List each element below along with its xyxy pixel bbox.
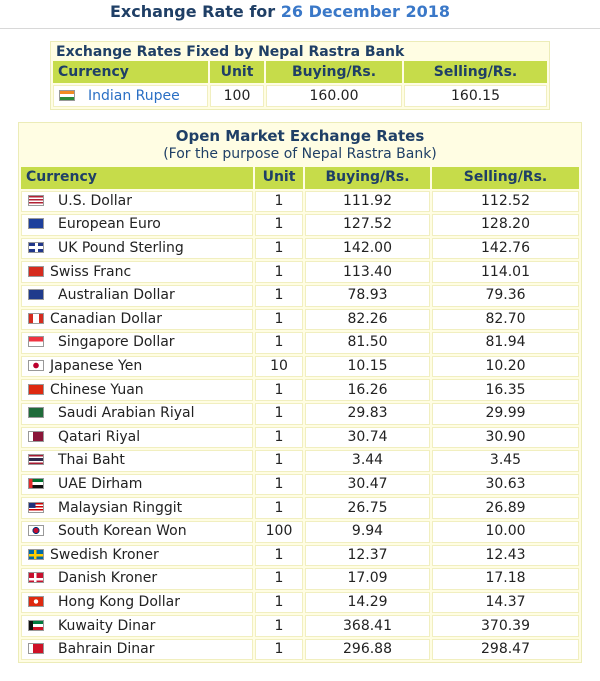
currency-name: Chinese Yuan bbox=[50, 381, 144, 398]
selling-cell: 17.18 bbox=[432, 568, 579, 590]
table-row bbox=[53, 85, 547, 107]
selling-cell: 16.35 bbox=[432, 379, 579, 401]
column-header-selling: Selling/Rs. bbox=[404, 61, 547, 83]
currency-name: Swiss Franc bbox=[50, 263, 132, 280]
buying-cell: 30.47 bbox=[305, 474, 430, 496]
currency-name: Malaysian Ringgit bbox=[58, 499, 183, 516]
currency-cell bbox=[21, 332, 253, 354]
table-row bbox=[21, 214, 579, 236]
table-row bbox=[21, 379, 579, 401]
thailand-flag-icon bbox=[28, 454, 44, 465]
table-row bbox=[21, 497, 579, 519]
india-flag-icon bbox=[59, 90, 75, 101]
currency-name: Canadian Dollar bbox=[50, 310, 162, 327]
nrb-header-row bbox=[53, 61, 547, 83]
currency-name: Danish Kroner bbox=[58, 570, 158, 587]
bahrain-flag-icon bbox=[28, 643, 44, 654]
canada-flag-icon bbox=[28, 313, 44, 324]
table-row bbox=[21, 356, 579, 378]
buying-cell: 82.26 bbox=[305, 309, 430, 331]
buying-cell: 142.00 bbox=[305, 238, 430, 260]
buying-cell: 111.92 bbox=[305, 191, 430, 213]
table-row bbox=[21, 309, 579, 331]
selling-cell: 29.99 bbox=[432, 403, 579, 425]
table-row bbox=[21, 545, 579, 567]
currency-cell bbox=[21, 403, 253, 425]
nrb-caption: Exchange Rates Fixed by Nepal Rastra Bank bbox=[56, 44, 405, 60]
currency-name: Kuwaity Dinar bbox=[58, 617, 156, 634]
japan-flag-icon bbox=[28, 360, 44, 371]
selling-cell: 12.43 bbox=[432, 545, 579, 567]
currency-cell bbox=[21, 261, 253, 283]
selling-cell: 26.89 bbox=[432, 497, 579, 519]
open-market-subcaption: (For the purpose of Nepal Rastra Bank) bbox=[163, 146, 437, 162]
buying-cell: 113.40 bbox=[305, 261, 430, 283]
currency-name: Bahrain Dinar bbox=[58, 641, 155, 658]
selling-cell: 10.00 bbox=[432, 521, 579, 543]
currency-link[interactable]: Indian Rupee bbox=[88, 87, 180, 104]
unit-cell: 1 bbox=[255, 615, 303, 637]
buying-cell: 78.93 bbox=[305, 285, 430, 307]
table-row bbox=[21, 285, 579, 307]
unit-cell: 1 bbox=[255, 309, 303, 331]
nrb-rates-panel bbox=[50, 41, 550, 110]
currency-name: European Euro bbox=[58, 216, 161, 233]
kuwait-flag-icon bbox=[28, 620, 44, 631]
selling-cell: 82.70 bbox=[432, 309, 579, 331]
unit-cell: 1 bbox=[255, 261, 303, 283]
korea-flag-icon bbox=[28, 525, 44, 536]
currency-cell bbox=[21, 639, 253, 661]
selling-cell: 10.20 bbox=[432, 356, 579, 378]
buying-cell: 81.50 bbox=[305, 332, 430, 354]
unit-cell: 1 bbox=[255, 191, 303, 213]
australia-flag-icon bbox=[28, 289, 44, 300]
unit-cell: 1 bbox=[255, 592, 303, 614]
selling-cell: 81.94 bbox=[432, 332, 579, 354]
currency-name: Singapore Dollar bbox=[58, 334, 175, 351]
selling-cell: 298.47 bbox=[432, 639, 579, 661]
table-row bbox=[21, 592, 579, 614]
buying-cell: 296.88 bbox=[305, 639, 430, 661]
currency-cell bbox=[21, 191, 253, 213]
table-row bbox=[21, 568, 579, 590]
sweden-flag-icon bbox=[28, 549, 44, 560]
page-title bbox=[0, 0, 560, 24]
table-row bbox=[21, 474, 579, 496]
buying-cell: 9.94 bbox=[305, 521, 430, 543]
uae-flag-icon bbox=[28, 478, 44, 489]
selling-cell: 160.15 bbox=[404, 85, 547, 107]
currency-name: Australian Dollar bbox=[58, 287, 175, 304]
currency-cell bbox=[21, 592, 253, 614]
unit-cell: 1 bbox=[255, 238, 303, 260]
eu-flag-icon bbox=[28, 218, 44, 229]
unit-cell: 1 bbox=[255, 568, 303, 590]
currency-cell bbox=[21, 309, 253, 331]
column-header-currency: Currency bbox=[53, 61, 208, 83]
currency-cell bbox=[21, 214, 253, 236]
currency-cell bbox=[21, 615, 253, 637]
column-header-buying: Buying/Rs. bbox=[305, 167, 430, 189]
china-flag-icon bbox=[28, 384, 44, 395]
hongkong-flag-icon bbox=[28, 596, 44, 607]
buying-cell: 26.75 bbox=[305, 497, 430, 519]
unit-cell: 1 bbox=[255, 403, 303, 425]
buying-cell: 127.52 bbox=[305, 214, 430, 236]
unit-cell: 1 bbox=[255, 285, 303, 307]
currency-cell bbox=[21, 545, 253, 567]
selling-cell: 30.63 bbox=[432, 474, 579, 496]
buying-cell: 29.83 bbox=[305, 403, 430, 425]
title-prefix: Exchange Rate for bbox=[109, 2, 281, 21]
nrb-rates-table bbox=[51, 59, 549, 109]
currency-name: Hong Kong Dollar bbox=[58, 593, 181, 610]
column-header-unit: Unit bbox=[255, 167, 303, 189]
currency-name: UAE Dirham bbox=[58, 476, 143, 493]
table-row bbox=[21, 615, 579, 637]
selling-cell: 14.37 bbox=[432, 592, 579, 614]
unit-cell: 1 bbox=[255, 427, 303, 449]
currency-cell bbox=[53, 85, 208, 107]
malaysia-flag-icon bbox=[28, 502, 44, 513]
table-row bbox=[21, 403, 579, 425]
swiss-flag-icon bbox=[28, 266, 44, 277]
singapore-flag-icon bbox=[28, 336, 44, 347]
selling-cell: 79.36 bbox=[432, 285, 579, 307]
currency-name: Swedish Kroner bbox=[50, 546, 159, 563]
selling-cell: 114.01 bbox=[432, 261, 579, 283]
currency-cell bbox=[21, 379, 253, 401]
column-header-selling: Selling/Rs. bbox=[432, 167, 579, 189]
currency-cell bbox=[21, 238, 253, 260]
currency-name: U.S. Dollar bbox=[58, 192, 132, 209]
unit-cell: 100 bbox=[255, 521, 303, 543]
buying-cell: 17.09 bbox=[305, 568, 430, 590]
uk-flag-icon bbox=[28, 242, 44, 253]
table-row bbox=[21, 427, 579, 449]
unit-cell: 1 bbox=[255, 450, 303, 472]
unit-cell: 1 bbox=[255, 214, 303, 236]
buying-cell: 368.41 bbox=[305, 615, 430, 637]
table-row bbox=[21, 191, 579, 213]
selling-cell: 370.39 bbox=[432, 615, 579, 637]
table-row bbox=[21, 639, 579, 661]
currency-cell bbox=[21, 285, 253, 307]
selling-cell: 3.45 bbox=[432, 450, 579, 472]
unit-cell: 10 bbox=[255, 356, 303, 378]
us-flag-icon bbox=[28, 195, 44, 206]
currency-name: Japanese Yen bbox=[50, 358, 143, 375]
unit-cell: 1 bbox=[255, 545, 303, 567]
currency-name: Qatari Riyal bbox=[58, 428, 141, 445]
table-row bbox=[21, 521, 579, 543]
buying-cell: 10.15 bbox=[305, 356, 430, 378]
unit-cell: 100 bbox=[210, 85, 264, 107]
buying-cell: 14.29 bbox=[305, 592, 430, 614]
table-row bbox=[21, 238, 579, 260]
column-header-currency: Currency bbox=[21, 167, 253, 189]
open-market-caption: Open Market Exchange Rates bbox=[175, 127, 425, 145]
currency-cell bbox=[21, 427, 253, 449]
table-row bbox=[21, 332, 579, 354]
table-row bbox=[21, 450, 579, 472]
unit-cell: 1 bbox=[255, 379, 303, 401]
selling-cell: 112.52 bbox=[432, 191, 579, 213]
selling-cell: 128.20 bbox=[432, 214, 579, 236]
open-market-panel bbox=[18, 122, 582, 663]
column-header-unit: Unit bbox=[210, 61, 264, 83]
buying-cell: 12.37 bbox=[305, 545, 430, 567]
currency-name: Saudi Arabian Riyal bbox=[58, 405, 195, 422]
unit-cell: 1 bbox=[255, 497, 303, 519]
denmark-flag-icon bbox=[28, 572, 44, 583]
buying-cell: 30.74 bbox=[305, 427, 430, 449]
title-divider bbox=[0, 28, 600, 29]
unit-cell: 1 bbox=[255, 332, 303, 354]
open-market-rates-table bbox=[19, 165, 581, 662]
column-header-buying: Buying/Rs. bbox=[266, 61, 402, 83]
currency-cell bbox=[21, 497, 253, 519]
currency-cell bbox=[21, 356, 253, 378]
currency-cell bbox=[21, 474, 253, 496]
buying-cell: 160.00 bbox=[266, 85, 402, 107]
unit-cell: 1 bbox=[255, 639, 303, 661]
buying-cell: 16.26 bbox=[305, 379, 430, 401]
currency-cell bbox=[21, 568, 253, 590]
saudi-flag-icon bbox=[28, 407, 44, 418]
currency-name: Thai Baht bbox=[58, 452, 125, 469]
table-row bbox=[21, 261, 579, 283]
title-date: 26 December 2018 bbox=[280, 2, 451, 21]
qatar-flag-icon bbox=[28, 431, 44, 442]
currency-name: South Korean Won bbox=[58, 523, 187, 540]
unit-cell: 1 bbox=[255, 474, 303, 496]
currency-cell bbox=[21, 450, 253, 472]
currency-cell bbox=[21, 521, 253, 543]
open-market-header-row bbox=[21, 167, 579, 189]
open-market-rows bbox=[21, 191, 579, 661]
buying-cell: 3.44 bbox=[305, 450, 430, 472]
currency-name: UK Pound Sterling bbox=[58, 240, 184, 257]
selling-cell: 142.76 bbox=[432, 238, 579, 260]
selling-cell: 30.90 bbox=[432, 427, 579, 449]
